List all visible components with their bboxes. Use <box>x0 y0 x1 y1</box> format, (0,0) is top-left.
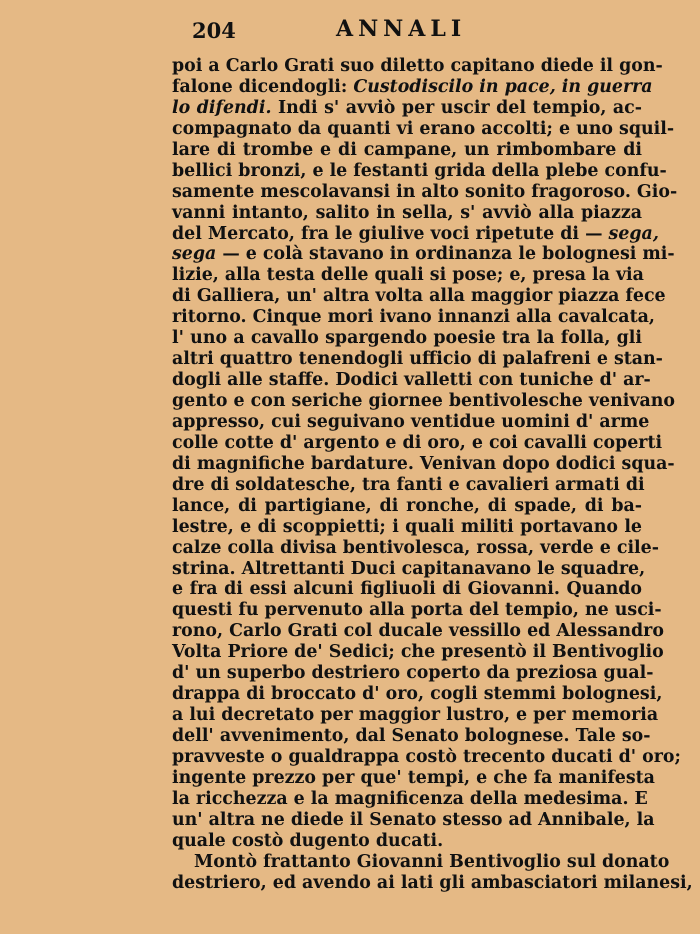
page-header <box>0 16 700 48</box>
body-text <box>172 56 693 894</box>
text-line: Volta Priore de' Sedici; che presentò il Bentivoglio <box>172 642 664 663</box>
text-line: pravveste o gualdrappa costò trecento ducati d' oro; <box>172 746 681 767</box>
text-line: strina. Altrettanti Duci capitanavano le squadre, <box>172 558 646 579</box>
text-line: bellici bronzi, e le festanti grida della plebe confu- <box>172 160 667 181</box>
text-line: lance, di partigiane, di ronche, di spade, di ba- <box>172 495 642 516</box>
text-line: samente mescolavansi in alto sonito fragoroso. Gio- <box>172 181 678 202</box>
text-line: e fra di essi alcuni figliuoli di Giovanni. Quando <box>172 579 642 600</box>
running-title: ANNALI <box>336 16 467 42</box>
text-line: lestre, e di scoppietti; i quali militi portavano le <box>172 516 642 537</box>
text-line: la ricchezza e la magnificenza della medesima. E <box>172 788 648 809</box>
text-line: appresso, cui seguivano ventidue uomini d' arme <box>172 411 650 432</box>
text-line: calze colla divisa bentivolesca, rossa, verde e cile- <box>172 537 659 558</box>
text-line: compagnato da quanti vi erano accolti; e uno squil- <box>172 118 675 139</box>
text-line: vanni intanto, salito in sella, s' avviò alla piazza <box>172 202 642 223</box>
text-line: drappa di broccato d' oro, cogli stemmi bolognesi, <box>172 684 663 705</box>
text-line: del Mercato, fra le giulive voci ripetute di — sega, <box>172 223 659 244</box>
text-line: sega — e colà stavano in ordinanza le bolognesi mi- <box>172 244 675 265</box>
text-line: gento e con seriche giornee bentivolesche venivano <box>172 391 675 411</box>
text-line: l' uno a cavallo spargendo poesie tra la folla, gli <box>172 328 642 349</box>
text-line-content: falone dicendogli: Custodiscilo in pace, in guerra <box>172 76 653 97</box>
paragraph <box>172 56 681 852</box>
text-line: destriero, ed avendo ai lati gli ambasciatori milanesi, <box>172 872 693 893</box>
paragraph <box>172 851 693 894</box>
text-line: quale costò dugento ducati. <box>172 830 444 851</box>
text-line: colle cotte d' argento e di oro, e coi cavalli coperti <box>172 432 663 453</box>
text-line: ingente prezzo per que' tempi, e che fa manifesta <box>172 767 655 788</box>
text-line: un' altra ne diede il Senato stesso ad Annibale, la <box>172 809 655 830</box>
text-line: dre di soldatesche, tra fanti e cavalieri armati di <box>172 474 645 495</box>
text-line: lizie, alla testa delle quali si pose; e, presa la via <box>172 265 644 286</box>
text-line: lo difendi. Indi s' avviò per uscir del tempio, ac- <box>172 97 642 118</box>
text-line: d' un superbo destriero coperto da preziosa gual- <box>172 663 654 684</box>
text-line <box>172 76 653 98</box>
text-line: questi fu pervenuto alla porta del tempio, ne usci- <box>172 600 662 621</box>
page-number: 204 <box>192 18 236 43</box>
text-line: di magnifiche bardature. Venivan dopo dodici squa- <box>172 453 675 474</box>
text-line: lare di trombe e di campane, un rimbombare di <box>172 139 642 160</box>
text-line: di Galliera, un' altra volta alla maggior piazza fece <box>172 286 666 307</box>
text-line: a lui decretato per maggior lustro, e per memoria <box>172 705 659 726</box>
text-line: ritorno. Cinque mori ivano innanzi alla cavalcata, <box>172 307 655 328</box>
text-line: Montò frattanto Giovanni Bentivoglio sul donato <box>194 851 670 872</box>
text-line: altri quattro tenendogli ufficio di palafreni e stan- <box>172 349 663 370</box>
text-line: rono, Carlo Grati col ducale vessillo ed Alessandro <box>172 621 664 642</box>
text-line: poi a Carlo Grati suo diletto capitano diede il gon- <box>172 56 663 76</box>
text-line: dogli alle staffe. Dodici valletti con tuniche d' ar- <box>172 370 651 391</box>
text-line: dell' avvenimento, dal Senato bolognese. Tale so- <box>172 726 651 746</box>
